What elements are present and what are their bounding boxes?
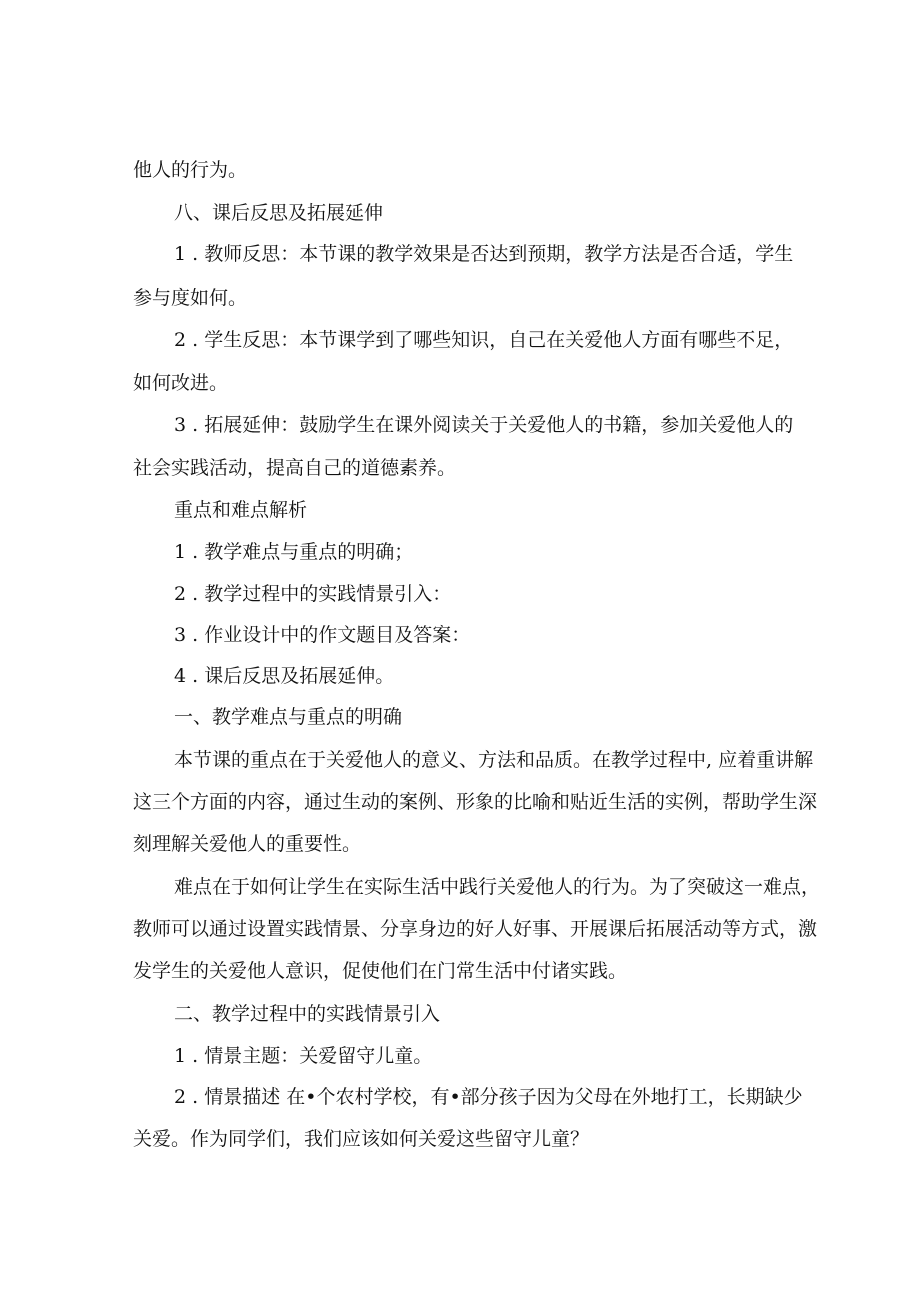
paragraph-difficulty-line-2: 教师可以通过设置实践情景、分享身边的好人好事、开展课后拓展活动等方式，激 (133, 918, 818, 940)
list-item-scenario-description: 2 . 情景描述 在•个农村学校，有•部分孩子因为父母在外地打工，长期缺少 (174, 1086, 803, 1108)
list-item-scenario-description-cont: 关爱。作为同学们，我们应该如何关爱这些留守儿童？ (133, 1128, 590, 1150)
list-item-extension-cont: 社会实践活动，提高自己的道德素养。 (133, 457, 457, 479)
list-item-student-reflection-cont: 如何改进。 (133, 372, 229, 394)
section-heading-key-points: 重点和难点解析 (174, 499, 308, 521)
paragraph-difficulty-line-1: 难点在于如何让学生在实际生活中践行关爱他人的行为。为了突破这一难点， (174, 876, 821, 898)
paragraph-key-focus-line-1: 本节课的重点在于关爱他人的意义、方法和品质。在教学过程中, 应着重讲解 (174, 749, 814, 771)
list-item-extension: 3 . 拓展延伸：鼓励学生在课外阅读关于关爱他人的书籍，参加关爱他人的 (174, 414, 794, 436)
list-item-key-4: 4 . 课后反思及拓展延伸。 (174, 665, 395, 687)
paragraph-difficulty-line-3: 发学生的关爱他人意识，促使他们在门常生活中付诸实践。 (133, 960, 628, 982)
section-heading-8: 八、课后反思及拓展延伸 (174, 202, 384, 224)
list-item-teacher-reflection: 1 . 教师反思：本节课的教学效果是否达到预期，教学方法是否合适，学生 (174, 243, 794, 265)
list-item-key-2: 2 . 教学过程中的实践情景引入： (174, 583, 452, 605)
list-item-student-reflection: 2 . 学生反思：本节课学到了哪些知识，自己在关爱他人方面有哪些不足， (174, 329, 794, 351)
list-item-teacher-reflection-cont: 参与度如何。 (133, 287, 248, 309)
section-heading-1: 一、教学难点与重点的明确 (174, 706, 403, 728)
list-item-scenario-theme: 1 . 情景主题：关爱留守儿童。 (174, 1045, 433, 1067)
paragraph-key-focus-line-2: 这三个方面的内容，通过生动的案例、形象的比喻和贴近生活的实例，帮助学生深 (133, 791, 818, 813)
section-heading-2: 二、教学过程中的实践情景引入 (174, 1003, 441, 1025)
text-line-1: 他人的行为。 (133, 159, 248, 181)
list-item-key-1: 1 . 教学难点与重点的明确； (174, 541, 414, 563)
list-item-key-3: 3 . 作业设计中的作文题目及答案： (174, 624, 471, 646)
paragraph-key-focus-line-3: 刻理解关爱他人的重要性。 (133, 833, 362, 855)
